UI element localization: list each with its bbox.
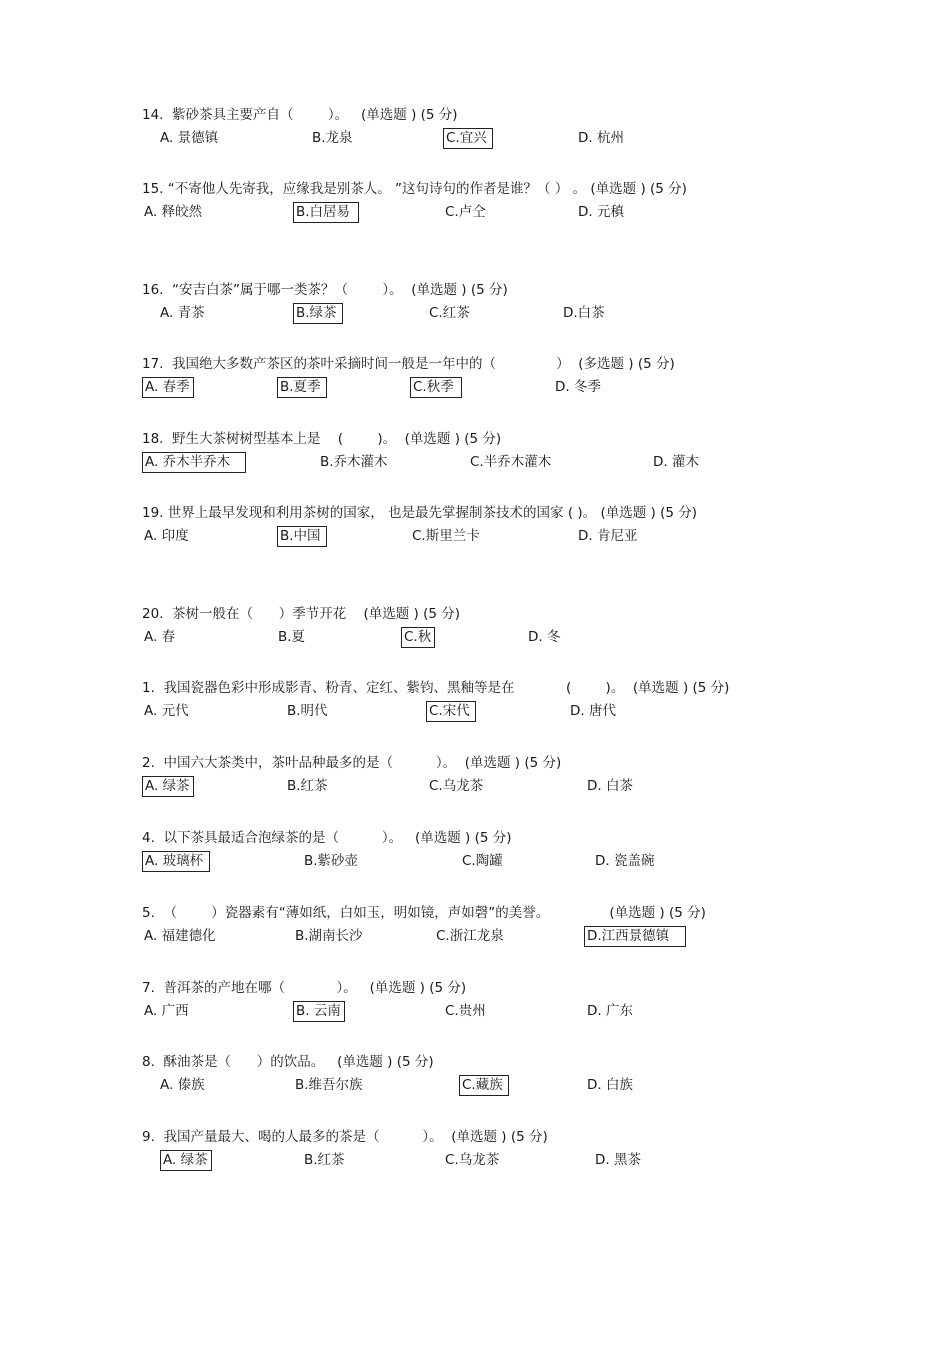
question-stem: 7. 普洱茶的产地在哪（ ）。 (单选题 ) (5 分) [142,980,467,996]
question-19 [142,502,812,551]
question-9 [142,1126,812,1175]
question-17 [142,353,812,402]
option-c: C.卢仝 [445,204,486,220]
question-20 [142,603,812,652]
option-b-selected: B.白居易 [293,202,359,223]
question-stem: 19. 世界上最早发现和利用茶树的国家， 也是最先掌握制茶技术的国家 ( )。 (单选题 ) (5 分) [142,505,697,521]
question-16 [142,279,812,328]
question-stem: 1. 我国瓷器色彩中形成影青、粉青、定红、紫钧、黑釉等是在 ( )。 (单选题 ) (5 分) [142,680,730,696]
option-b: B.紫砂壶 [304,853,359,869]
question-4 [142,827,812,876]
option-a: A. 青茶 [160,305,205,321]
question-stem: 14. 紫砂茶具主要产自（ ）。 (单选题 ) (5 分) [142,107,458,123]
options-row [142,201,812,227]
option-a: A. 福建德化 [144,928,216,944]
option-a: A. 傣族 [160,1077,205,1093]
option-d: D. 瓷盖碗 [595,853,655,869]
option-a-selected: A. 乔木半乔木 [142,452,246,473]
option-b: B.乔木灌木 [320,454,388,470]
option-d: D. 白茶 [587,778,633,794]
question-stem: 20. 茶树一般在（ ）季节开花 (单选题 ) (5 分) [142,606,460,622]
option-a: A. 景德镇 [160,130,219,146]
question-stem: 17. 我国绝大多数产茶区的茶叶采摘时间一般是一年中的（ ） (多选题 ) (5 分) [142,356,675,372]
question-15 [142,178,812,227]
option-d: D. 白族 [587,1077,633,1093]
option-c-selected: C.秋季 [410,377,462,398]
option-c: C.陶罐 [462,853,503,869]
option-d: D. 黑茶 [595,1152,641,1168]
question-14 [142,104,812,153]
options-row [142,302,812,328]
option-c: C.浙江龙泉 [436,928,504,944]
option-a: A. 印度 [144,528,189,544]
question-18 [142,428,812,477]
option-d: D. 冬 [528,629,561,645]
question-stem: 9. 我国产量最大、喝的人最多的茶是（ ）。 (单选题 ) (5 分) [142,1129,548,1145]
options-row [142,451,812,477]
option-a-selected: A. 绿茶 [142,776,194,797]
options-row [142,626,812,652]
option-b: B.明代 [287,703,328,719]
option-d: D.白茶 [563,305,605,321]
question-7 [142,977,812,1026]
option-d-selected: D.江西景德镇 [584,926,686,947]
option-c-selected: C.宋代 [426,701,476,722]
option-d: D. 肯尼亚 [578,528,638,544]
option-d: D. 广东 [587,1003,633,1019]
option-a-selected: A. 春季 [142,377,194,398]
options-row [142,700,812,726]
option-c-selected: C.宜兴 [443,128,493,149]
option-a-selected: A. 玻璃杯 [142,851,210,872]
option-c-selected: C.藏族 [459,1075,509,1096]
options-row [142,525,812,551]
question-5 [142,902,812,951]
option-a: A. 春 [144,629,176,645]
option-b: B.湖南长沙 [295,928,363,944]
options-row [142,925,812,951]
option-d: D. 杭州 [578,130,624,146]
option-b: B.夏 [278,629,306,645]
question-stem: 8. 酥油茶是（ ）的饮品。 (单选题 ) (5 分) [142,1054,434,1070]
option-c: C.半乔木灌木 [470,454,552,470]
option-b-selected: B.夏季 [277,377,327,398]
question-stem: 18. 野生大茶树树型基本上是 ( )。 (单选题 ) (5 分) [142,431,502,447]
option-d: D. 冬季 [555,379,601,395]
option-a: A. 释皎然 [144,204,203,220]
option-c: C.贵州 [445,1003,486,1019]
question-stem: 16. “安吉白茶”属于哪一类茶？（ ）。 (单选题 ) (5 分) [142,282,508,298]
options-row [142,775,812,801]
option-b: B.红茶 [304,1152,345,1168]
option-b-selected: B.中国 [277,526,327,547]
options-row [142,376,812,402]
option-c: C.斯里兰卡 [412,528,480,544]
question-stem: 15. “不寄他人先寄我，应缘我是别茶人。 ”这句诗句的作者是谁？（ ） 。 (单选题 ) (5 分) [142,181,687,197]
option-d: D. 灌木 [653,454,699,470]
option-a: A. 元代 [144,703,189,719]
question-1 [142,677,812,726]
option-c-selected: C.秋 [401,627,435,648]
option-b: B.维吾尔族 [295,1077,363,1093]
options-row [142,1000,812,1026]
option-d: D. 元稹 [578,204,624,220]
option-d: D. 唐代 [570,703,616,719]
option-a: A. 广西 [144,1003,189,1019]
question-2 [142,752,812,801]
options-row [142,1074,812,1100]
option-b: B.红茶 [287,778,328,794]
options-row [142,127,812,153]
option-c: C.乌龙茶 [445,1152,500,1168]
question-stem: 4. 以下茶具最适合泡绿茶的是（ ）。 (单选题 ) (5 分) [142,830,512,846]
option-b-selected: B.绿茶 [293,303,343,324]
question-8 [142,1051,812,1100]
option-c: C.乌龙茶 [429,778,484,794]
option-b-selected: B. 云南 [293,1001,345,1022]
options-row [142,1149,812,1175]
question-stem: 2. 中国六大茶类中，茶叶品种最多的是（ ）。 (单选题 ) (5 分) [142,755,562,771]
option-c: C.红茶 [429,305,470,321]
option-a-selected: A. 绿茶 [160,1150,212,1171]
option-b: B.龙泉 [312,130,353,146]
options-row [142,850,812,876]
question-stem: 5. （ ）瓷器素有“薄如纸，白如玉，明如镜，声如磬”的美誉。 (单选题 ) (5 分) [142,905,706,921]
